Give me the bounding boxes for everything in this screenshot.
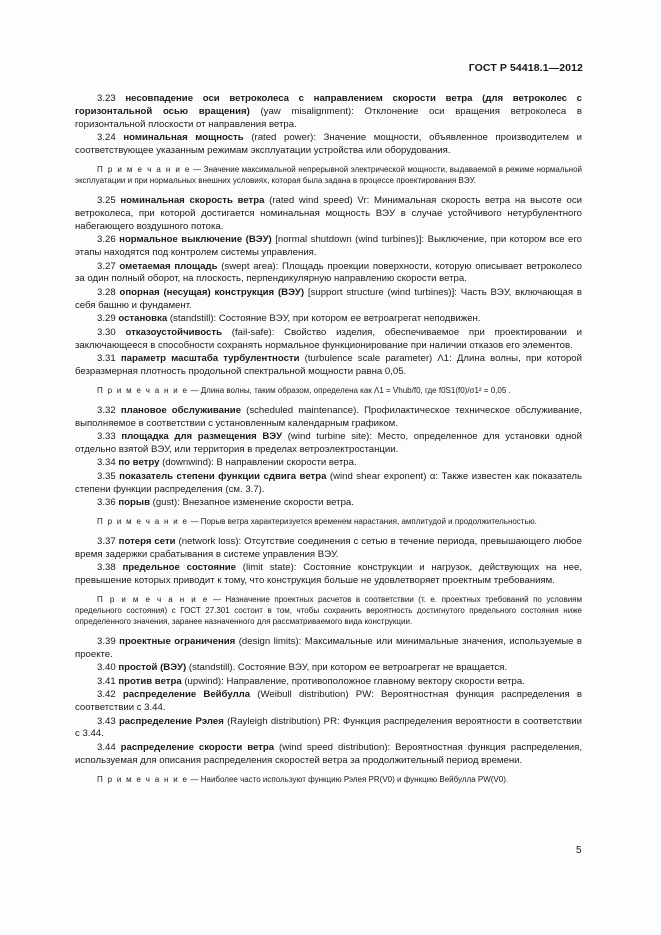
term: распределение Вейбулла: [122, 689, 251, 701]
definition-text: (wind shear exponent) α: Также известен как показатель степени функции распределения (см. 3.7).: [75, 470, 582, 495]
term: несовпадение оси ветроколеса с направлением скорости ветра (для ветроколес с горизонтальной осью вращения): [75, 93, 582, 117]
definition-3-24: 3.24 номинальная мощность (rated power): Значение мощности, объявленное производителем и соответствующее указанным режимам эксплуатации устройства или оборудования.: [75, 132, 582, 157]
note: П р и м е ч а н и е — Назначение проектных расчетов в соответствии (т. е. проектных требований по условиям предельного состояния) с ГОСТ 27.301 состоит в том, чтобы сохранить вероятность достигнутого предельного состояния ниже определенного значения, заранее назначенного для рассматриваемого вида конструкции.: [75, 595, 582, 627]
definition-3-25: 3.25 номинальная скорость ветра (rated wind speed) Vr: Минимальная скорость ветра на высоте оси ветроколеса, при которой достигается номинальная мощность ВЭУ в случае устойчивого нетурбулентного набегающего воздушного потока.: [75, 195, 582, 232]
term: потеря сети: [118, 535, 176, 547]
term: опорная (несущая) конструкция (ВЭУ): [119, 286, 305, 298]
term: отказоустойчивость: [125, 326, 222, 338]
definition-3-38: 3.38 предельное состояние (limit state): Состояние конструкции и нагрузок, действующих на нее, превышение которых приводит к тому, что конструкция больше не удовлетворяет проектным требованиям.: [75, 562, 582, 587]
definition-3-36: 3.36 порыв (gust): Внезапное изменение скорости ветра.: [97, 497, 354, 509]
definition-text: (turbulence scale parameter) Λ1: Длина волны, при которой безразмерная плотность продольной спектральной мощности равна 0,05.: [75, 352, 582, 377]
definition-3-33: 3.33 площадка для размещения ВЭУ (wind turbine site): Место, определенное для установки одной отдельно взятой ВЭУ, или территория в пределах ветроэлектростанции.: [75, 431, 582, 455]
definition-text: (rated power): Значение мощности, объявленное производителем и соответствующее указанным режимам эксплуатации устройства или оборудования.: [75, 132, 582, 157]
definition-text: (standstill): Состояние ВЭУ, при котором ее ветроагрегат неподвижен.: [167, 313, 481, 325]
definition-3-39: 3.39 проектные ограничения (design limits): Максимальные или минимальные значения, используемые в проекте.: [75, 636, 583, 660]
definition-text: (scheduled maintenance). Профилактическое техническое обслуживание, выполняемое в соответствии с установленным календарным графиком.: [75, 404, 583, 429]
definition-3-37: 3.37 потеря сети (network loss): Отсутствие соединения с сетью в течение периода, превышающего любое время задержки срабатывания в системе управления ВЭУ.: [75, 535, 582, 560]
definition-3-42: 3.42 распределение Вейбулла (Weibull distribution) PW: Вероятностная функция распределения в соответствии с 3.44.: [75, 689, 582, 714]
definition-text: (gust): Внезапное изменение скорости ветра.: [149, 497, 354, 509]
definition-3-30: 3.30 отказоустойчивость (fail-safe): Свойство изделия, обеспечиваемое при проектировании и заключающееся в способности сохранять нормальное функционирование при наличии отказов его элементов.: [75, 326, 582, 351]
term: параметр масштаба турбулентности: [120, 352, 300, 364]
note: П р и м е ч а н и е — Порыв ветра характеризуется временем нарастания, амплитудой и продолжительностью.: [97, 516, 537, 526]
term: порыв: [118, 497, 150, 509]
term: площадка для размещения ВЭУ: [121, 431, 283, 443]
definition-text: (upwind): Направление, противоположное главному вектору скорости ветра.: [181, 675, 525, 687]
term: проектные ограничения: [119, 636, 236, 648]
page-body: [75, 93, 582, 794]
definition-text: (design limits): Максимальные или минимальные значения, используемые в проекте.: [75, 636, 583, 660]
definition-3-27: 3.27 ометаемая площадь (swept area): Площадь проекции поверхности, которую описывает ветроколесо за один полный оборот, на плоскость, перпендикулярную направлению скорости ветра.: [75, 260, 582, 285]
definition-3-31: 3.31 параметр масштаба турбулентности (turbulence scale parameter) Λ1: Длина волны, при которой безразмерная плотность продольной спектральной мощности равна 0,05.: [75, 352, 582, 377]
definition-text: (yaw misalignment): Отклонение оси вращения ветроколеса в горизонтальной плоскости от направления ветра.: [75, 105, 582, 130]
definition-3-26: 3.26 нормальное выключение (ВЭУ) [normal shutdown (wind turbines)]: Выключение, при котором все его этапы находятся под контролем системы управления.: [75, 234, 582, 259]
definition-text: (network loss): Отсутствие соединения с сетью в течение периода, превышающего любое время задержки срабатывания в системе управления ВЭУ.: [75, 535, 582, 560]
definition-text: (swept area): Площадь проекции поверхности, которую описывает ветроколесо за один полный оборот, на плоскость, перпендикулярную направлению скорости ветра.: [75, 260, 582, 285]
term: нормальное выключение (ВЭУ): [119, 234, 272, 246]
definition-3-44: 3.44 распределение скорости ветра (wind speed distribution): Вероятностная функция распределения, используемая для описания распределения скоростей ветра за продолжительный период времени.: [75, 741, 583, 766]
definition-3-32: 3.32 плановое обслуживание (scheduled maintenance). Профилактическое техническое обслуживание, выполняемое в соответствии с установленным календарным графиком.: [75, 404, 583, 429]
term: номинальная мощность: [123, 132, 244, 144]
term: по ветру: [118, 457, 160, 469]
document-code: ГОСТ Р 54418.1—2012: [468, 62, 583, 74]
definition-3-43: 3.43 распределение Рэлея (Rayleigh distribution) PR: Функция распределения вероятности в соответствии с 3.44.: [75, 715, 582, 740]
definition-3-41: 3.41 против ветра (upwind): Направление, противоположное главному вектору скорости ветра.: [97, 675, 525, 687]
term: остановка: [118, 313, 168, 325]
term: распределение скорости ветра: [120, 741, 275, 753]
definition-3-34: 3.34 по ветру (downwind): В направлении скорости ветра.: [97, 457, 357, 469]
term: показатель степени функции сдвига ветра: [119, 470, 327, 482]
definition-text: [support structure (wind turbines)]: Часть ВЭУ, включающая в себя башню и фундамент.: [75, 286, 583, 311]
definition-text: (fail-safe): Свойство изделия, обеспечиваемое при проектировании и заключающееся в способности сохранять нормальное функционирование при наличии отказов его элементов.: [75, 326, 582, 351]
term: номинальная скорость ветра: [120, 195, 265, 207]
definition-text: (wind speed distribution): Вероятностная функция распределения, используемая для описания распределения скоростей ветра за продолжительный период времени.: [75, 741, 583, 766]
definition-text: (Weibull distribution) PW: Вероятностная функция распределения в соответствии с 3.44.: [75, 689, 582, 714]
note: П р и м е ч а н и е — Наиболее часто используют функцию Рэлея PR(V0) и функцию Вейбулла PW(V0).: [97, 774, 509, 784]
definition-text: (limit state): Состояние конструкции и нагрузок, действующих на нее, превышение которых приводит к тому, что конструкция больше не удовлетворяет проектным требованиям.: [75, 562, 582, 587]
definition-text: (standstill). Состояние ВЭУ, при котором ее ветроагрегат не вращается.: [186, 662, 508, 674]
definition-text: (rated wind speed) Vr: Минимальная скорость ветра на высоте оси ветроколеса, при которой достигается номинальная мощность ВЭУ в случае устойчивого нетурбулентного набегающего воздушного потока.: [75, 195, 582, 232]
definition-text: (downwind): В направлении скорости ветра.: [159, 457, 357, 469]
definition-3-40: 3.40 простой (ВЭУ) (standstill). Состояние ВЭУ, при котором ее ветроагрегат не вращается.: [97, 662, 508, 674]
term: предельное состояние: [122, 562, 236, 574]
definition-text: (Rayleigh distribution) PR: Функция распределения вероятности в соответствии с 3.44.: [75, 715, 582, 740]
term: плановое обслуживание: [120, 404, 242, 416]
term: простой (ВЭУ): [118, 662, 187, 674]
page-number: 5: [576, 845, 582, 856]
note: П р и м е ч а н и е — Длина волны, таким образом, определена как Λ1 = Vhub/f0, где f0S1(f0)/σ1² = 0,05 .: [97, 385, 511, 395]
definition-text: (wind turbine site): Место, определенное для установки одной отдельно взятой ВЭУ, или территория в пределах ветроэлектростанции.: [75, 431, 582, 455]
definition-3-29: 3.29 остановка (standstill): Состояние ВЭУ, при котором ее ветроагрегат неподвижен.: [97, 313, 481, 325]
term: распределение Рэлея: [118, 715, 224, 727]
note: П р и м е ч а н и е — Значение максимальной непрерывной электрической мощности, выдаваемой в режиме нормальной эксплуатации и при нормальных внешних условиях, которая была задана в процессе проектирования ВЭУ.: [75, 165, 583, 186]
term: ометаемая площадь: [119, 260, 218, 272]
definition-3-28: 3.28 опорная (несущая) конструкция (ВЭУ) [support structure (wind turbines)]: Часть ВЭУ, включающая в себя башню и фундамент.: [75, 286, 583, 311]
definition-3-23: 3.23 несовпадение оси ветроколеса с направлением скорости ветра (для ветроколес с горизонтальной осью вращения) (yaw misalignment): Отклонение оси вращения ветроколеса в горизонтальной плоскости от направления ветра.: [75, 93, 582, 130]
term: против ветра: [118, 675, 182, 687]
definition-text: [normal shutdown (wind turbines)]: Выключение, при котором все его этапы находятся под контролем системы управления.: [75, 234, 582, 259]
definition-3-35: 3.35 показатель степени функции сдвига ветра (wind shear exponent) α: Также известен как показатель степени функции распределения (см. 3.7).: [75, 470, 582, 495]
